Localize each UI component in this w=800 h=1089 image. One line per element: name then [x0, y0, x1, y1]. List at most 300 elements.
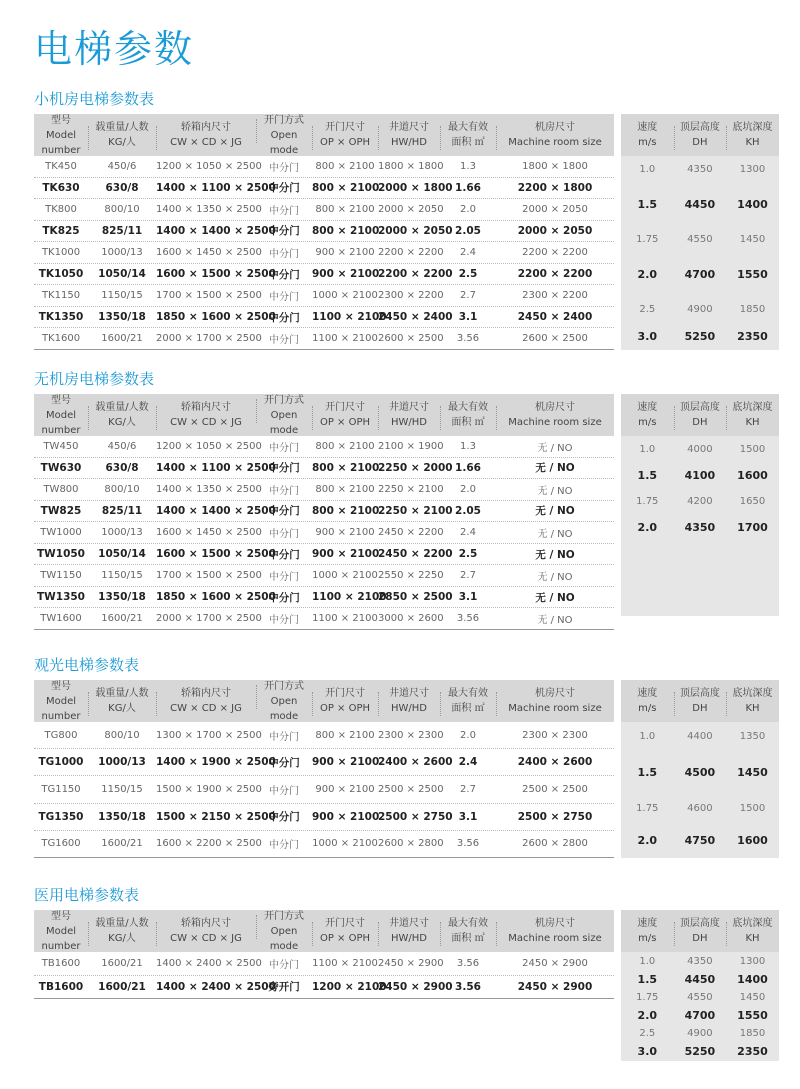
cell-top-height: 4550	[687, 233, 713, 245]
spec-table	[34, 680, 614, 858]
cell-load: 1000/13	[101, 526, 143, 538]
cell-car-size: 1400 × 1350 × 2500	[156, 203, 262, 215]
header-en: HW/HD	[391, 703, 427, 714]
cell-open-mode: 中分门	[268, 225, 300, 238]
cell-car-size: 1850 × 1600 × 2500	[156, 591, 276, 604]
cell-model: TW1350	[37, 591, 85, 604]
header-zh: 井道尺寸	[389, 402, 429, 413]
cell-top-height: 4600	[687, 802, 713, 814]
header-top-height	[674, 686, 727, 716]
cell-top-height: 5250	[684, 329, 716, 343]
header-en: OP × OPH	[319, 417, 371, 428]
header-top-height	[674, 120, 727, 150]
cell-open-mode: 中分门	[269, 785, 299, 797]
cell-open-mode: 中分门	[268, 591, 300, 604]
cell-door-size: 900 × 2100	[315, 246, 375, 258]
header-model	[34, 909, 88, 954]
table-row	[34, 156, 614, 178]
cell-machine-room: 2200 × 2200	[517, 268, 593, 280]
cell-model: TG1150	[41, 783, 81, 795]
cell-load: 800/10	[104, 729, 140, 741]
cell-door-size: 900 × 2100	[312, 268, 380, 280]
cell-open-mode: 中分门	[269, 292, 299, 304]
cell-open-mode: 中分门	[269, 485, 299, 497]
table-row	[34, 952, 614, 976]
cell-top-height: 4500	[684, 765, 716, 779]
header-zh: 型号	[51, 910, 71, 922]
cell-car-size: 1600 × 1450 × 2500	[156, 246, 262, 258]
cell-pit-depth: 1400	[737, 972, 768, 986]
cell-door-size: 1000 × 2100	[312, 838, 378, 850]
cell-open-mode: 中分门	[268, 548, 300, 561]
table-row	[34, 522, 614, 544]
speed-table-header	[621, 910, 779, 952]
header-pit-depth	[726, 686, 779, 716]
cell-car-size: 1400 × 1350 × 2500	[156, 483, 262, 495]
tables-wrapper	[34, 680, 780, 858]
header-zh: 轿箱内尺寸	[181, 122, 231, 133]
cell-area: 3.56	[455, 980, 481, 993]
cell-speed: 2.0	[637, 833, 658, 847]
tables-wrapper	[34, 910, 780, 1061]
cell-area: 1.3	[460, 160, 476, 172]
cell-top-height: 4000	[687, 443, 713, 455]
header-zh: 载重量/人数	[95, 918, 149, 929]
cell-door-size: 1100 × 2100	[312, 311, 387, 324]
header-en: Model number	[41, 409, 81, 436]
header-load	[88, 120, 156, 150]
header-zh: 井道尺寸	[389, 688, 429, 699]
cell-car-size: 1600 × 1500 × 2500	[156, 268, 276, 280]
cell-speed: 1.5	[637, 972, 658, 986]
header-zh: 型号	[51, 680, 71, 692]
cell-speed: 2.5	[639, 1027, 656, 1039]
cell-car-size: 1400 × 1400 × 2500	[156, 504, 276, 517]
header-area	[440, 916, 496, 946]
cell-area: 3.1	[458, 810, 478, 823]
cell-shaft-size: 2250 × 2000	[378, 461, 453, 474]
header-zh: 开门尺寸	[325, 402, 365, 413]
spec-table-header	[34, 910, 614, 952]
cell-pit-depth: 1550	[737, 1008, 768, 1022]
header-zh: 最大有效	[448, 402, 488, 413]
spec-table	[34, 910, 614, 999]
header-en: KG/人	[108, 933, 136, 944]
cell-load: 1600/21	[101, 838, 143, 850]
cell-car-size: 2000 × 1700 × 2500	[156, 613, 262, 625]
cell-shaft-size: 2000 × 1800	[378, 181, 453, 194]
header-zh: 载重量/人数	[95, 688, 149, 699]
cell-car-size: 1300 × 1700 × 2500	[156, 729, 262, 741]
cell-door-size: 1200 × 2100	[312, 980, 387, 993]
cell-machine-room: 2000 × 2050	[522, 203, 588, 215]
header-zh: 顶层高度	[679, 688, 720, 699]
cell-shaft-size: 2300 × 2200	[378, 290, 444, 302]
cell-model: TK450	[45, 160, 77, 172]
cell-load: 1350/18	[98, 311, 146, 324]
cell-machine-room: 无 / NO	[537, 572, 573, 584]
header-en: Machine room size	[508, 703, 602, 714]
cell-area: 2.0	[460, 729, 476, 741]
cell-open-mode: 中分门	[269, 959, 299, 971]
cell-door-size: 800 × 2100	[315, 483, 375, 495]
header-en: HW/HD	[391, 933, 427, 944]
header-car-size	[156, 120, 256, 150]
cell-shaft-size: 2000 × 2050	[378, 224, 453, 237]
header-door-size	[312, 120, 378, 150]
speed-table	[621, 910, 779, 1061]
cell-model: TG800	[44, 729, 78, 741]
header-shaft-size	[378, 400, 440, 430]
header-en: Machine room size	[508, 137, 602, 148]
cell-shaft-size: 2600 × 2500	[378, 333, 444, 345]
table-row	[34, 178, 614, 200]
header-en: m/s	[638, 933, 657, 944]
tables-wrapper	[34, 394, 780, 630]
header-zh: 底坑深度	[732, 688, 773, 699]
cell-speed: 3.0	[637, 329, 658, 343]
speed-row	[621, 952, 779, 970]
cell-load: 450/6	[107, 440, 137, 452]
cell-area: 1.66	[455, 461, 481, 474]
header-en: KG/人	[108, 417, 136, 428]
header-zh: 顶层高度	[679, 122, 720, 133]
cell-model: TG1000	[38, 756, 84, 769]
header-en: Model number	[41, 129, 81, 156]
cell-door-size: 800 × 2100	[315, 729, 375, 741]
speed-table-header	[621, 680, 779, 722]
cell-pit-depth: 1850	[739, 303, 766, 315]
header-zh: 开门尺寸	[325, 918, 365, 929]
speed-table-body	[621, 722, 779, 858]
tables-wrapper	[34, 114, 780, 350]
cell-open-mode: 中分门	[269, 248, 299, 260]
header-en: KH	[745, 417, 760, 428]
spec-table	[34, 394, 614, 630]
header-load	[88, 686, 156, 716]
spec-table-header	[34, 114, 614, 156]
cell-speed: 1.75	[636, 991, 659, 1003]
cell-shaft-size: 2100 × 1900	[378, 440, 444, 452]
cell-area: 2.5	[458, 268, 478, 280]
cell-shaft-size: 3000 × 2600	[378, 613, 444, 625]
header-en: Machine room size	[508, 933, 602, 944]
cell-pit-depth: 1400	[737, 197, 768, 211]
cell-pit-depth: 1500	[739, 802, 766, 814]
cell-car-size: 1600 × 2200 × 2500	[156, 838, 262, 850]
header-zh: 机房尺寸	[535, 918, 575, 929]
speed-row	[621, 970, 779, 988]
cell-door-size: 800 × 2100	[312, 224, 380, 237]
header-shaft-size	[378, 120, 440, 150]
cell-pit-depth: 1700	[737, 520, 768, 534]
spec-table-header	[34, 680, 614, 722]
header-open-mode	[256, 679, 312, 724]
cell-model: TK1000	[41, 246, 81, 258]
cell-model: TW1600	[40, 613, 82, 625]
speed-row	[621, 1042, 779, 1061]
cell-model: TW800	[43, 483, 79, 495]
speed-row	[621, 462, 779, 488]
cell-load: 1050/14	[98, 268, 146, 280]
cell-model: TG1350	[38, 810, 84, 823]
header-area	[440, 120, 496, 150]
cell-machine-room: 无 / NO	[535, 591, 575, 604]
cell-top-height: 4450	[684, 972, 716, 986]
table-row	[34, 831, 614, 858]
cell-top-height: 4900	[687, 1027, 713, 1039]
header-en: KH	[745, 933, 760, 944]
speed-row	[621, 822, 779, 858]
header-zh: 开门尺寸	[325, 122, 365, 133]
header-en: Open mode	[269, 129, 299, 156]
cell-top-height: 4700	[684, 267, 716, 281]
cell-shaft-size: 2450 × 2400	[378, 311, 453, 324]
cell-top-height: 4350	[684, 520, 716, 534]
cell-open-mode: 中分门	[268, 505, 300, 518]
cell-load: 825/11	[101, 224, 143, 237]
header-en: HW/HD	[391, 417, 427, 428]
cell-door-size: 900 × 2100	[312, 548, 380, 560]
header-load	[88, 916, 156, 946]
cell-shaft-size: 2200 × 2200	[378, 246, 444, 258]
header-load	[88, 400, 156, 430]
header-speed	[621, 686, 674, 716]
header-en: OP × OPH	[319, 703, 371, 714]
table-row	[34, 804, 614, 831]
speed-row	[621, 1006, 779, 1024]
header-top-height	[674, 916, 727, 946]
header-pit-depth	[726, 120, 779, 150]
cell-model: TB1600	[41, 957, 81, 969]
cell-pit-depth: 1850	[739, 1027, 766, 1039]
cell-model: TW825	[40, 504, 82, 517]
cell-model: TK1150	[41, 290, 81, 302]
header-en: Open mode	[269, 409, 299, 436]
header-zh: 机房尺寸	[535, 688, 575, 699]
cell-top-height: 4550	[687, 991, 713, 1003]
speed-row	[621, 322, 779, 350]
cell-model: TW630	[40, 461, 82, 474]
cell-speed: 2.0	[637, 520, 658, 534]
header-en: 面积 ㎡	[451, 703, 485, 714]
cell-area: 2.4	[460, 526, 476, 538]
cell-shaft-size: 2200 × 2200	[378, 268, 453, 280]
cell-car-size: 1200 × 1050 × 2500	[156, 160, 262, 172]
header-car-size	[156, 400, 256, 430]
cell-car-size: 1400 × 1100 × 2500	[156, 461, 276, 474]
cell-pit-depth: 2350	[737, 329, 768, 343]
cell-pit-depth: 1550	[737, 267, 768, 281]
table-row	[34, 242, 614, 264]
table-row	[34, 722, 614, 749]
header-zh: 载重量/人数	[95, 402, 149, 413]
header-zh: 型号	[51, 114, 71, 126]
cell-area: 2.7	[460, 290, 476, 302]
speed-row	[621, 296, 779, 322]
speed-table-header	[621, 114, 779, 156]
cell-machine-room: 2200 × 1800	[517, 181, 593, 194]
cell-speed: 1.5	[637, 765, 658, 779]
cell-shaft-size: 2850 × 2500	[378, 591, 453, 604]
cell-shaft-size: 2250 × 2100	[378, 504, 453, 517]
cell-door-size: 800 × 2100	[315, 440, 375, 452]
header-car-size	[156, 916, 256, 946]
cell-area: 3.56	[456, 957, 480, 969]
cell-shaft-size: 2250 × 2100	[378, 483, 444, 495]
cell-open-mode: 中分门	[268, 462, 300, 475]
cell-door-size: 900 × 2100	[312, 756, 380, 769]
cell-pit-depth: 1500	[739, 443, 766, 455]
header-zh: 轿箱内尺寸	[181, 918, 231, 929]
cell-area: 3.56	[456, 838, 480, 850]
header-pit-depth	[726, 916, 779, 946]
cell-area: 2.7	[460, 570, 476, 582]
cell-shaft-size: 2450 × 2200	[378, 548, 453, 560]
cell-model: TK800	[45, 203, 77, 215]
cell-speed: 1.0	[639, 955, 656, 967]
cell-shaft-size: 2550 × 2250	[378, 570, 444, 582]
table-row	[34, 608, 614, 630]
cell-area: 1.3	[460, 440, 476, 452]
cell-speed: 2.0	[637, 267, 658, 281]
header-zh: 开门方式	[264, 680, 304, 692]
cell-door-size: 1100 × 2100	[312, 613, 378, 625]
cell-shaft-size: 2450 × 2200	[378, 526, 444, 538]
table-row	[34, 307, 614, 329]
cell-machine-room: 无 / NO	[535, 505, 575, 518]
header-model	[34, 393, 88, 438]
speed-row	[621, 514, 779, 540]
cell-machine-room: 无 / NO	[535, 548, 575, 561]
cell-speed: 1.5	[637, 468, 658, 482]
cell-shaft-size: 1800 × 1800	[378, 160, 444, 172]
header-en: m/s	[638, 417, 657, 428]
header-en: 面积 ㎡	[451, 417, 485, 428]
cell-car-size: 1400 × 2400 × 2500	[156, 980, 276, 993]
section-title: 小机房电梯参数表	[34, 90, 155, 108]
cell-area: 3.56	[456, 613, 480, 625]
cell-area: 3.56	[456, 333, 480, 345]
cell-shaft-size: 2000 × 2050	[378, 203, 444, 215]
header-en: 面积 ㎡	[451, 137, 485, 148]
header-top-height	[674, 400, 727, 430]
header-zh: 载重量/人数	[95, 122, 149, 133]
cell-shaft-size: 2300 × 2300	[378, 729, 444, 741]
header-en: HW/HD	[391, 137, 427, 148]
table-row	[34, 285, 614, 307]
cell-pit-depth: 1350	[739, 730, 766, 742]
cell-open-mode: 中分门	[269, 528, 299, 540]
cell-open-mode: 中分门	[269, 162, 299, 174]
cell-car-size: 1400 × 1900 × 2500	[156, 756, 276, 769]
spec-table	[34, 114, 614, 350]
header-zh: 井道尺寸	[389, 122, 429, 133]
header-zh: 最大有效	[448, 918, 488, 929]
cell-machine-room: 无 / NO	[537, 615, 573, 627]
cell-load: 630/8	[105, 461, 139, 474]
spec-table-header	[34, 394, 614, 436]
cell-top-height: 4100	[684, 468, 716, 482]
header-car-size	[156, 686, 256, 716]
header-en: CW × CD × JG	[170, 933, 242, 944]
cell-door-size: 1100 × 2100	[312, 333, 378, 345]
header-model	[34, 113, 88, 158]
cell-door-size: 900 × 2100	[315, 783, 375, 795]
header-zh: 开门方式	[264, 394, 304, 406]
cell-open-mode: 中分门	[269, 205, 299, 217]
cell-pit-depth: 1450	[737, 765, 768, 779]
cell-open-mode: 中分门	[269, 731, 299, 743]
table-row	[34, 976, 614, 1000]
table-row	[34, 436, 614, 458]
speed-row	[621, 1024, 779, 1042]
cell-open-mode: 中分门	[269, 572, 299, 584]
cell-model: TK1350	[38, 311, 84, 324]
header-zh: 机房尺寸	[535, 122, 575, 133]
speed-row	[621, 750, 779, 794]
table-row	[34, 479, 614, 501]
header-en: DH	[692, 417, 708, 428]
cell-machine-room: 2400 × 2600	[517, 756, 593, 769]
cell-car-size: 1400 × 1400 × 2500	[156, 224, 276, 237]
cell-car-size: 1400 × 1100 × 2500	[156, 181, 276, 194]
cell-model: TW1150	[40, 570, 82, 582]
speed-table	[621, 394, 779, 616]
header-zh: 速度	[637, 402, 658, 413]
cell-shaft-size: 2400 × 2600	[378, 756, 453, 769]
speed-row	[621, 488, 779, 514]
cell-machine-room: 2500 × 2500	[522, 783, 588, 795]
header-en: Open mode	[269, 925, 299, 952]
header-zh: 速度	[637, 688, 658, 699]
table-row	[34, 221, 614, 243]
table-section	[34, 884, 780, 1061]
header-zh: 底坑深度	[732, 918, 773, 929]
cell-machine-room: 无 / NO	[535, 462, 575, 475]
cell-door-size: 800 × 2100	[312, 504, 380, 517]
cell-top-height: 4700	[684, 1008, 716, 1022]
header-pit-depth	[726, 400, 779, 430]
cell-load: 1150/15	[101, 570, 143, 582]
table-row	[34, 749, 614, 776]
cell-area: 2.7	[460, 783, 476, 795]
table-section	[34, 88, 780, 350]
cell-open-mode: 中分门	[269, 442, 299, 454]
cell-machine-room: 2450 × 2900	[522, 957, 588, 969]
header-en: DH	[692, 933, 708, 944]
cell-model: TB1600	[38, 980, 84, 993]
header-zh: 轿箱内尺寸	[181, 402, 231, 413]
header-en: OP × OPH	[319, 137, 371, 148]
cell-model: TW1050	[37, 548, 85, 560]
cell-car-size: 1600 × 1500 × 2500	[156, 548, 276, 560]
header-zh: 速度	[637, 122, 658, 133]
cell-load: 800/10	[104, 203, 140, 215]
header-open-mode	[256, 113, 312, 158]
cell-door-size: 1000 × 2100	[312, 570, 378, 582]
header-machine-room	[496, 916, 614, 946]
speed-table-body	[621, 156, 779, 350]
cell-door-size: 800 × 2100	[315, 160, 375, 172]
cell-area: 3.1	[458, 591, 478, 604]
cell-car-size: 1700 × 1500 × 2500	[156, 570, 262, 582]
table-row	[34, 776, 614, 803]
speed-table-body	[621, 952, 779, 1061]
cell-machine-room: 无 / NO	[537, 442, 573, 454]
cell-open-mode: 中分门	[268, 182, 300, 195]
header-en: Model number	[41, 925, 81, 952]
